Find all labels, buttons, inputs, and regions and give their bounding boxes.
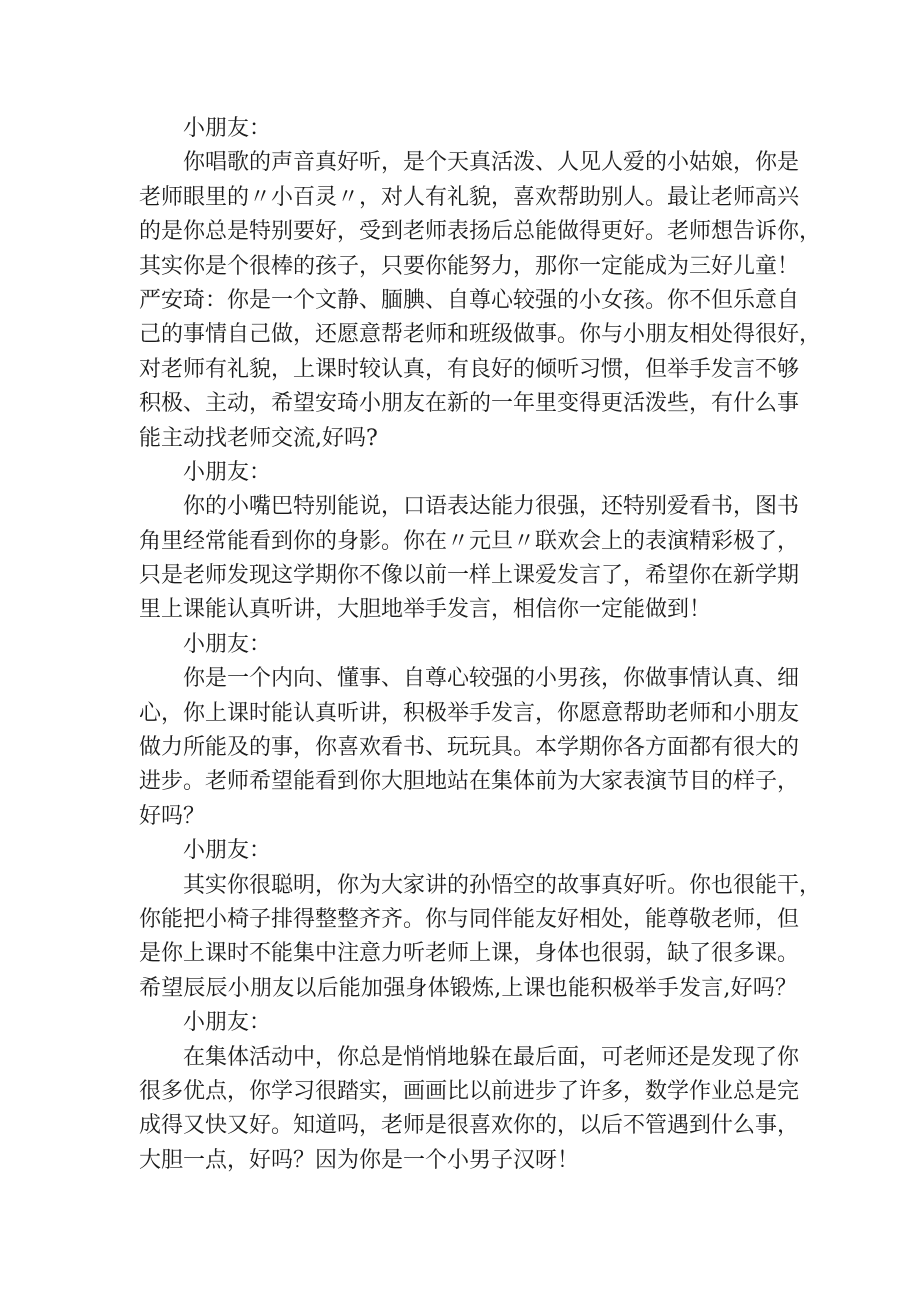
text-line: 你的小嘴巴特别能说，口语表达能力很强，还特别爱看书，图书 bbox=[183, 494, 800, 520]
salutation: 小朋友： bbox=[183, 116, 272, 141]
text-line: 好吗？ bbox=[139, 803, 206, 829]
text-line: 积极、主动，希望安琦小朋友在新的一年里变得更活泼些，有什么事 bbox=[139, 391, 800, 417]
text-line: 角里经常能看到你的身影。你在〃元旦〃联欢会上的表演精彩极了， bbox=[139, 528, 800, 554]
text-line: 大胆一点，好吗？因为你是一个小男子汉呀！ bbox=[139, 1147, 580, 1173]
text-line: 己的事情自己做，还愿意帮老师和班级做事。你与小朋友相处得很好， bbox=[139, 322, 822, 348]
text-line: 对老师有礼貌，上课时较认真，有良好的倾听习惯，但举手发言不够 bbox=[139, 356, 800, 382]
text-line: 希望辰辰小朋友以后能加强身体锻炼,上课也能积极举手发言,好吗？ bbox=[139, 975, 797, 1001]
text-line: 是你上课时不能集中注意力听老师上课，身体也很弱，缺了很多课。 bbox=[139, 941, 800, 967]
text-line: 你能把小椅子排得整整齐齐。你与同伴能友好相处，能尊敬老师，但 bbox=[139, 906, 800, 932]
text-line: 心，你上课时能认真听讲，积极举手发言，你愿意帮助老师和小朋友 bbox=[139, 700, 800, 726]
text-line: 其实你很聪明，你为大家讲的孙悟空的故事真好听。你也很能干， bbox=[183, 872, 822, 898]
text-line: 很多优点，你学习很踏实，画画比以前进步了许多，数学作业总是完 bbox=[139, 1078, 800, 1104]
text-line: 能主动找老师交流,好吗? bbox=[139, 425, 378, 451]
text-line: 的是你总是特别要好，受到老师表扬后总能做得更好。老师想告诉你， bbox=[139, 219, 822, 245]
text-line: 你唱歌的声音真好听，是个天真活泼、人见人爱的小姑娘，你是 bbox=[183, 150, 800, 176]
text-line: 老师眼里的〃小百灵〃，对人有礼貌，喜欢帮助别人。最让老师高兴 bbox=[139, 184, 800, 210]
salutation: 小朋友： bbox=[183, 631, 272, 657]
text-line: 其实你是个很棒的孩子，只要你能努力，那你一定能成为三好儿童！ bbox=[139, 253, 800, 279]
text-line: 成得又快又好。知道吗，老师是很喜欢你的，以后不管遇到什么事， bbox=[139, 1113, 800, 1139]
document-body bbox=[139, 112, 822, 1178]
text-line: 只是老师发现这学期你不像以前一样上课爱发言了，希望你在新学期 bbox=[139, 563, 800, 589]
text-line: 进步。老师希望能看到你大胆地站在集体前为大家表演节目的样子， bbox=[139, 769, 800, 795]
salutation: 小朋友： bbox=[183, 838, 272, 864]
text-line: 在集体活动中，你总是悄悄地躲在最后面，可老师还是发现了你 bbox=[183, 1044, 800, 1070]
text-line: 严安琦：你是一个文静、腼腆、自尊心较强的小女孩。你不但乐意自 bbox=[139, 287, 800, 313]
text-line: 里上课能认真听讲，大胆地举手发言，相信你一定能做到！ bbox=[139, 597, 712, 623]
text-line: 做力所能及的事，你喜欢看书、玩玩具。本学期你各方面都有很大的 bbox=[139, 735, 800, 761]
text-line: 你是一个内向、懂事、自尊心较强的小男孩，你做事情认真、细 bbox=[183, 666, 800, 692]
salutation: 小朋友： bbox=[183, 1010, 272, 1036]
salutation: 小朋友： bbox=[183, 459, 272, 485]
